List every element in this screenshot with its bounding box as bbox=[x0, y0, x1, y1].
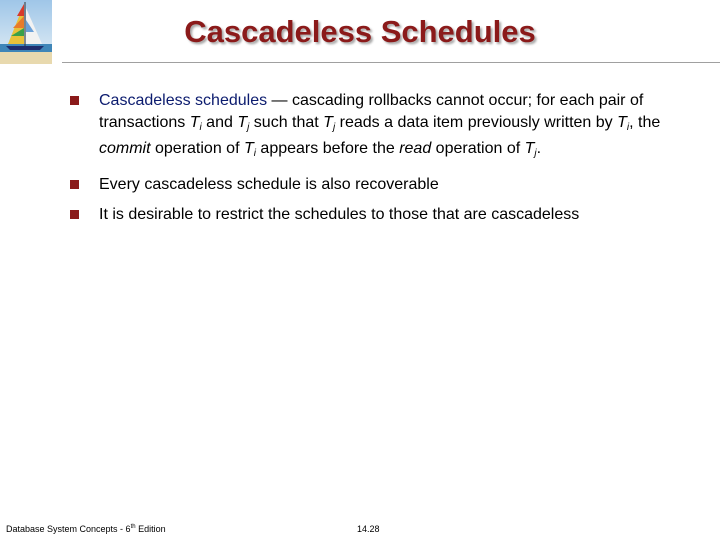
title-divider bbox=[62, 62, 720, 63]
bullet-text: — cascading rollbacks cannot occur; for each pair of transactions bbox=[99, 92, 644, 131]
var-subscript: j bbox=[332, 121, 336, 133]
bullet-text: . bbox=[536, 140, 542, 157]
bullet-text: It is desirable to restrict the schedules to those that are cascadeless bbox=[99, 206, 580, 223]
var-subscript: j bbox=[247, 121, 250, 133]
footer-book-prefix: Database System Concepts - 6 bbox=[6, 524, 131, 534]
var-T: T bbox=[189, 113, 200, 131]
var-T: T bbox=[617, 113, 627, 131]
term-highlight: Cascadeless schedules bbox=[99, 92, 268, 109]
bullet-text: appears before the bbox=[255, 140, 400, 157]
bullet-text: reads a data item previously written by bbox=[335, 113, 618, 131]
bullet-text: Every cascadeless schedule is also recoverable bbox=[99, 175, 439, 193]
var-subscript: i bbox=[199, 121, 202, 133]
read-term: read bbox=[399, 140, 432, 157]
bullet-text: and bbox=[201, 113, 238, 131]
bullet-text: , the bbox=[629, 113, 661, 131]
footer-edition-sup: th bbox=[130, 524, 136, 530]
square-bullet-icon bbox=[70, 96, 79, 105]
bullet-item bbox=[70, 90, 670, 165]
bullet-item bbox=[70, 174, 670, 196]
commit-term: commit bbox=[99, 140, 151, 157]
square-bullet-icon bbox=[70, 210, 79, 219]
page-title: Cascadeless Schedules bbox=[184, 14, 536, 49]
footer-page-number: 14.28 bbox=[357, 524, 380, 534]
square-bullet-icon bbox=[70, 180, 79, 189]
var-T: T bbox=[237, 113, 248, 131]
bullet-text: such that bbox=[249, 113, 324, 131]
bullet-text: operation of bbox=[150, 140, 244, 157]
var-subscript: i bbox=[253, 148, 256, 159]
var-T: T bbox=[323, 113, 333, 131]
var-subscript: j bbox=[534, 148, 537, 159]
bullet-list bbox=[70, 90, 670, 226]
footer-book-suffix: Edition bbox=[135, 524, 166, 534]
var-subscript: i bbox=[626, 121, 630, 133]
bullet-text: operation of bbox=[431, 140, 525, 157]
bullet-item bbox=[70, 204, 670, 226]
var-T: T bbox=[524, 140, 535, 157]
footer-book-title bbox=[6, 524, 166, 534]
var-T: T bbox=[243, 140, 254, 157]
